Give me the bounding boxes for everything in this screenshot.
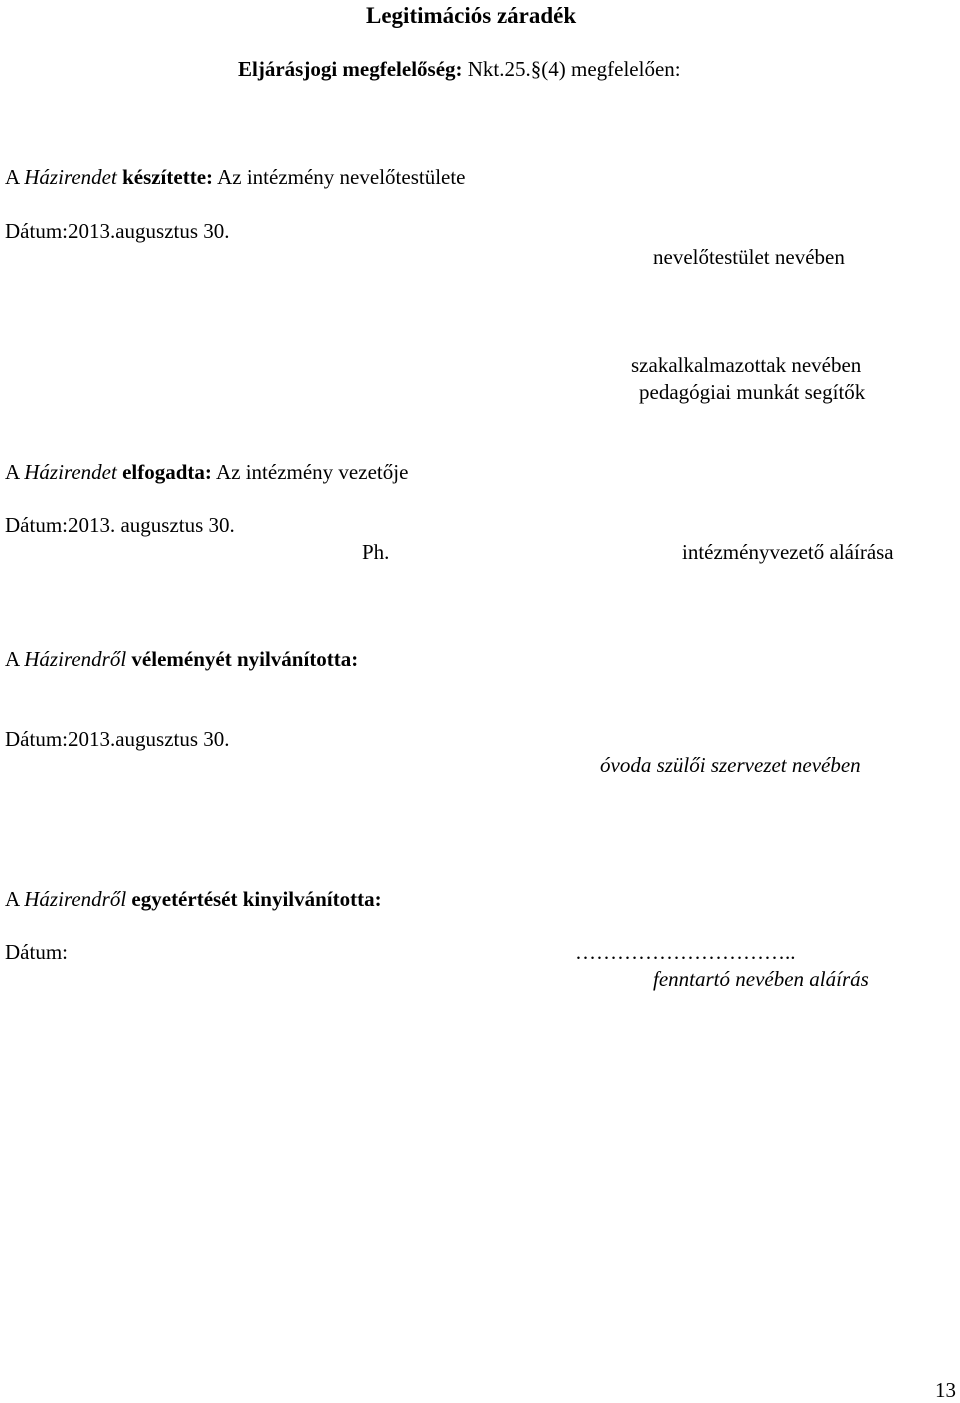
legal-compliance-label: Eljárásjogi megfelelőség: bbox=[238, 57, 463, 81]
prepared-prefix: A bbox=[5, 165, 25, 189]
opinion-subject: Házirendről bbox=[24, 647, 127, 671]
legal-compliance-text: Nkt.25.§(4) megfelelően: bbox=[462, 57, 681, 81]
prepared-value: Az intézmény nevelőtestülete bbox=[213, 165, 466, 189]
consent-date: Dátum: bbox=[5, 940, 68, 964]
accepted-value: Az intézmény vezetője bbox=[211, 460, 409, 484]
consent-label: egyetértését kinyilvánította: bbox=[126, 887, 382, 911]
page-number: 13 bbox=[935, 1378, 956, 1402]
accepted-subject: Házirendet bbox=[24, 460, 117, 484]
signature-specialists-caption: szakalkalmazottak nevében bbox=[631, 353, 862, 377]
accepted-prefix: A bbox=[5, 460, 25, 484]
prepared-date: Dátum:2013.augusztus 30. bbox=[5, 219, 230, 243]
consent-prefix: A bbox=[5, 887, 25, 911]
opinion-label: véleményét nyilvánította: bbox=[126, 647, 359, 671]
consent-subject: Házirendről bbox=[24, 887, 127, 911]
document-title: Legitimációs záradék bbox=[366, 3, 577, 28]
accepted-label: elfogadta: bbox=[116, 460, 212, 484]
signature-line: ………………………….. bbox=[575, 940, 796, 964]
prepared-by-line bbox=[5, 165, 466, 190]
accepted-date: Dátum:2013. augusztus 30. bbox=[5, 513, 235, 537]
signature-staff-caption: nevelőtestület nevében bbox=[653, 245, 845, 269]
legal-compliance-line bbox=[238, 57, 681, 82]
signature-assistants-caption: pedagógiai munkát segítők bbox=[639, 380, 866, 404]
opinion-line bbox=[5, 647, 358, 672]
signature-maintainer-caption: fenntartó nevében aláírás bbox=[653, 967, 869, 991]
opinion-prefix: A bbox=[5, 647, 25, 671]
opinion-date: Dátum:2013.augusztus 30. bbox=[5, 727, 230, 751]
prepared-label: készítette: bbox=[116, 165, 214, 189]
signature-director-caption: intézményvezető aláírása bbox=[682, 540, 894, 564]
stamp-place: Ph. bbox=[362, 540, 390, 564]
accepted-by-line bbox=[5, 460, 408, 485]
prepared-subject: Házirendet bbox=[24, 165, 117, 189]
signature-parents-caption: óvoda szülői szervezet nevében bbox=[600, 753, 861, 777]
consent-line bbox=[5, 887, 382, 912]
